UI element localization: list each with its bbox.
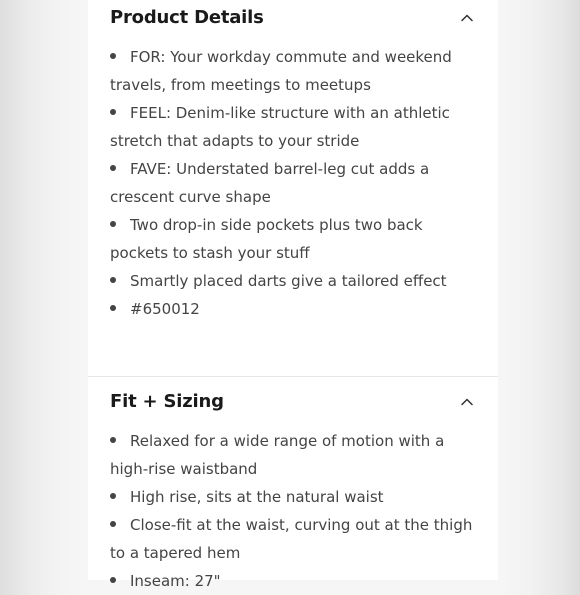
list-item: Relaxed for a wide range of motion with a high-rise waistband bbox=[110, 432, 445, 478]
fit-sizing-title: Fit + Sizing bbox=[110, 390, 224, 412]
bullet-icon bbox=[110, 305, 116, 311]
chevron-up-icon[interactable] bbox=[458, 8, 476, 26]
bullet-icon bbox=[110, 493, 116, 499]
product-details-section bbox=[88, 0, 498, 376]
fit-sizing-header[interactable] bbox=[110, 386, 476, 416]
fit-sizing-list bbox=[110, 427, 480, 595]
bullet-icon bbox=[110, 277, 116, 283]
chevron-up-icon[interactable] bbox=[458, 392, 476, 410]
list-item: Smartly placed darts give a tailored effect bbox=[110, 267, 480, 295]
fit-sizing-section bbox=[88, 377, 498, 590]
list-item: FEEL: Denim-like structure with an athletic stretch that adapts to your stride bbox=[110, 104, 450, 150]
list-item: Close-fit at the waist, curving out at the thigh to a tapered hem bbox=[110, 516, 473, 562]
bullet-icon bbox=[110, 437, 116, 443]
bullet-icon bbox=[110, 221, 116, 227]
product-info-card bbox=[88, 0, 498, 590]
bullet-icon bbox=[110, 165, 116, 171]
list-item: FOR: Your workday commute and weekend travels, from meetings to meetups bbox=[110, 48, 452, 94]
bullet-icon bbox=[110, 577, 116, 583]
list-item: #650012 bbox=[110, 295, 480, 323]
bullet-icon bbox=[110, 521, 116, 527]
product-details-list bbox=[110, 43, 480, 323]
list-item: FAVE: Understated barrel-leg cut adds a crescent curve shape bbox=[110, 160, 430, 206]
list-item: Inseam: 27" bbox=[110, 567, 480, 595]
list-item: High rise, sits at the natural waist bbox=[110, 483, 480, 511]
product-details-header[interactable] bbox=[110, 2, 476, 32]
product-details-title: Product Details bbox=[110, 6, 264, 28]
list-item: Two drop-in side pockets plus two back pockets to stash your stuff bbox=[110, 216, 423, 262]
bullet-icon bbox=[110, 109, 116, 115]
bullet-icon bbox=[110, 53, 116, 59]
